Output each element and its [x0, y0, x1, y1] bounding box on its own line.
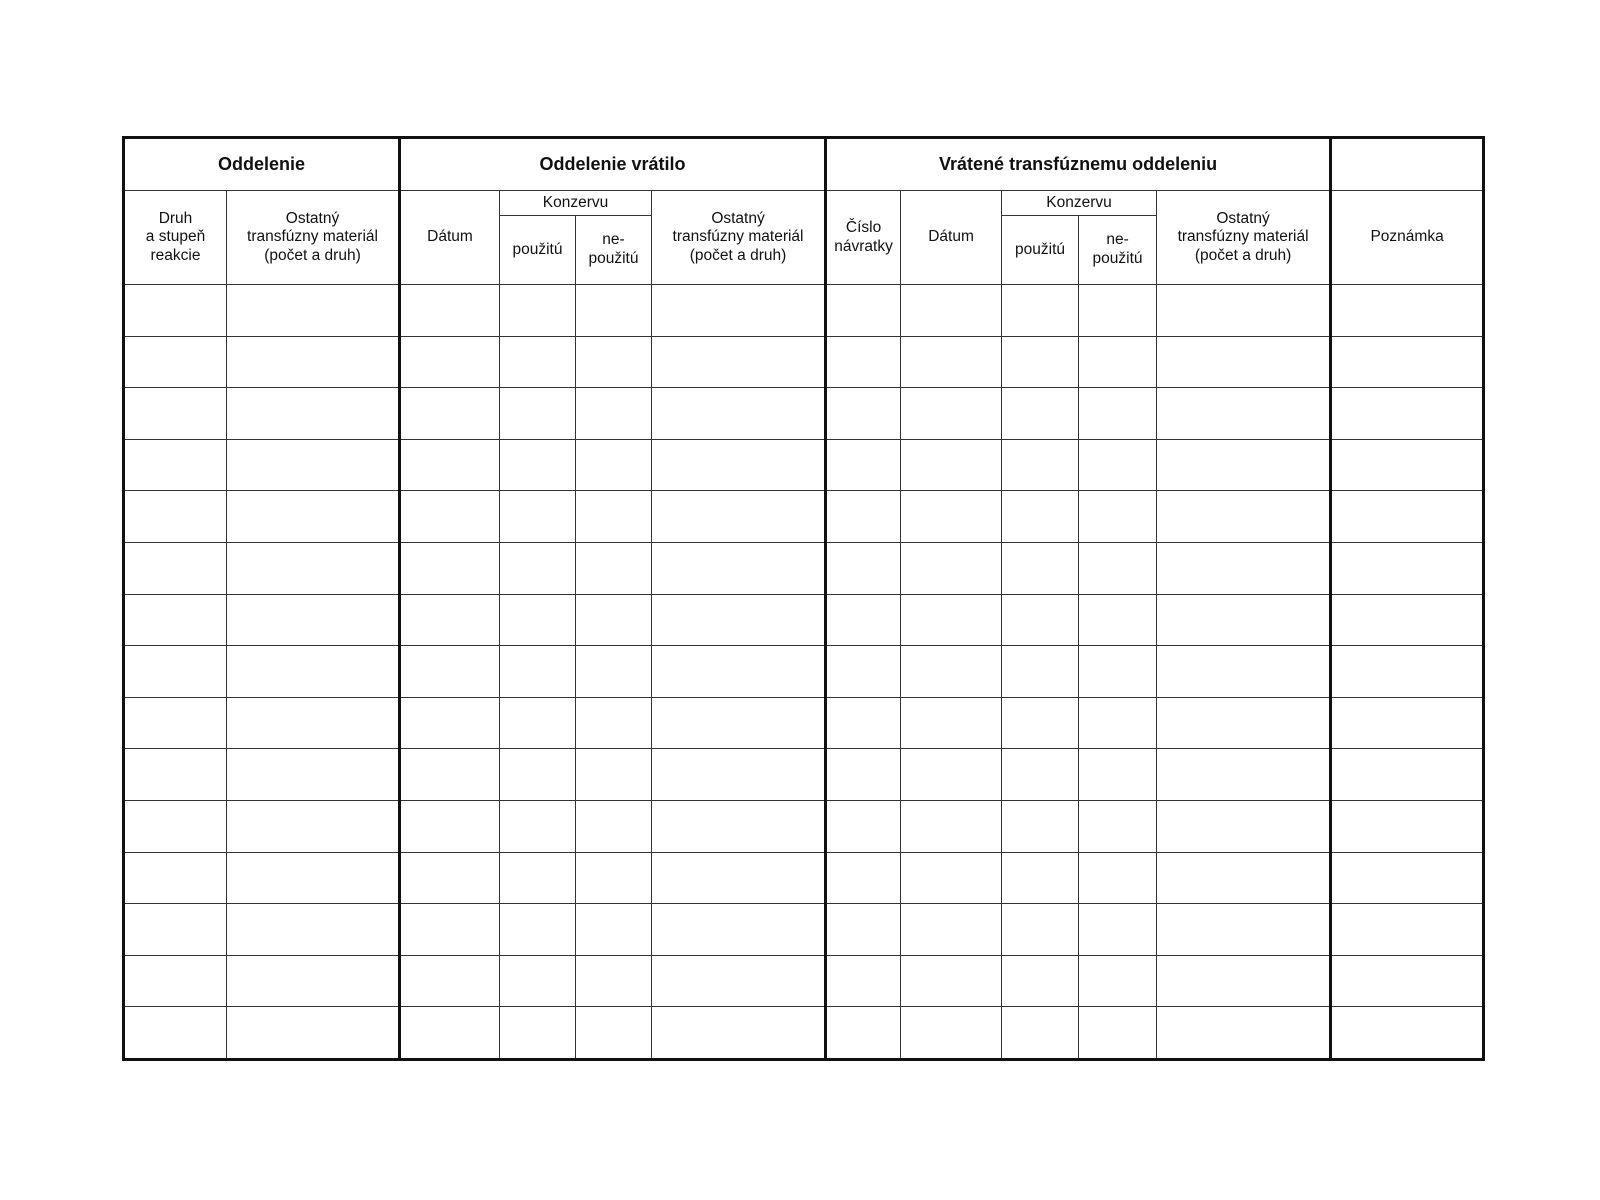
form-cell[interactable]	[227, 749, 400, 801]
section-vratene: Vrátené transfúznemu oddeleniu	[826, 138, 1331, 191]
form-cell[interactable]	[826, 697, 901, 749]
form-cell[interactable]	[227, 336, 400, 388]
form-cell[interactable]	[652, 955, 826, 1007]
form-cell[interactable]	[576, 336, 652, 388]
form-cell[interactable]	[1157, 542, 1331, 594]
form-cell[interactable]	[1002, 904, 1079, 956]
form-row	[124, 285, 1484, 337]
form-cell[interactable]	[124, 852, 227, 904]
form-row	[124, 749, 1484, 801]
col-pouzitu-1: použitú	[500, 216, 576, 285]
form-cell[interactable]	[1002, 439, 1079, 491]
form-cell[interactable]	[500, 852, 576, 904]
form-cell[interactable]	[901, 336, 1002, 388]
form-cell[interactable]	[1002, 388, 1079, 440]
form-cell[interactable]	[1079, 646, 1157, 698]
form-cell[interactable]	[124, 491, 227, 543]
form-cell[interactable]	[1157, 646, 1331, 698]
form-cell[interactable]	[227, 388, 400, 440]
form-cell[interactable]	[1157, 336, 1331, 388]
form-cell[interactable]	[901, 646, 1002, 698]
form-cell[interactable]	[1331, 749, 1484, 801]
form-cell[interactable]	[227, 904, 400, 956]
form-cell[interactable]	[652, 285, 826, 337]
form-cell[interactable]	[1079, 852, 1157, 904]
form-cell[interactable]	[576, 697, 652, 749]
form-cell[interactable]	[500, 800, 576, 852]
form-cell[interactable]	[826, 646, 901, 698]
form-cell[interactable]	[826, 285, 901, 337]
form-row	[124, 697, 1484, 749]
form-cell[interactable]	[1079, 439, 1157, 491]
form-cell[interactable]	[652, 904, 826, 956]
form-cell[interactable]	[1079, 336, 1157, 388]
form-cell[interactable]	[576, 852, 652, 904]
form-cell[interactable]	[227, 800, 400, 852]
form-cell[interactable]	[826, 904, 901, 956]
column-header-row-1	[124, 191, 1484, 216]
form-cell[interactable]	[227, 697, 400, 749]
form-cell[interactable]	[1002, 646, 1079, 698]
form-cell[interactable]	[1157, 491, 1331, 543]
section-header-row	[124, 138, 1484, 191]
col-pouzitu-2: použitú	[1002, 216, 1079, 285]
form-cell[interactable]	[652, 646, 826, 698]
form-cell[interactable]	[1157, 955, 1331, 1007]
form-cell[interactable]	[901, 439, 1002, 491]
form-cell[interactable]	[652, 697, 826, 749]
form-cell[interactable]	[1079, 542, 1157, 594]
form-cell[interactable]	[1331, 542, 1484, 594]
form-cell[interactable]	[1331, 646, 1484, 698]
form-cell[interactable]	[400, 491, 500, 543]
form-cell[interactable]	[400, 904, 500, 956]
form-cell[interactable]	[1331, 904, 1484, 956]
col-ostatny-material-2: Ostatný transfúzny materiál (počet a druh)	[652, 191, 826, 285]
form-cell[interactable]	[400, 749, 500, 801]
form-cell[interactable]	[227, 1007, 400, 1060]
form-cell[interactable]	[1002, 491, 1079, 543]
form-cell[interactable]	[1157, 388, 1331, 440]
form-cell[interactable]	[826, 852, 901, 904]
form-cell[interactable]	[652, 336, 826, 388]
form-cell[interactable]	[1002, 852, 1079, 904]
form-cell[interactable]	[124, 542, 227, 594]
form-cell[interactable]	[1079, 594, 1157, 646]
form-cell[interactable]	[901, 1007, 1002, 1060]
form-cell[interactable]	[576, 388, 652, 440]
form-cell[interactable]	[1079, 800, 1157, 852]
form-cell[interactable]	[227, 594, 400, 646]
form-row	[124, 852, 1484, 904]
form-cell[interactable]	[1157, 285, 1331, 337]
form-cell[interactable]	[500, 388, 576, 440]
form-cell[interactable]	[400, 646, 500, 698]
transfusion-return-form-table	[122, 136, 1485, 1061]
form-cell[interactable]	[124, 904, 227, 956]
form-cell[interactable]	[652, 388, 826, 440]
form-cell[interactable]	[124, 594, 227, 646]
form-cell[interactable]	[500, 594, 576, 646]
form-cell[interactable]	[124, 697, 227, 749]
form-cell[interactable]	[400, 955, 500, 1007]
form-cell[interactable]	[1331, 491, 1484, 543]
form-cell[interactable]	[1157, 697, 1331, 749]
form-cell[interactable]	[901, 852, 1002, 904]
form-cell[interactable]	[1331, 285, 1484, 337]
form-cell[interactable]	[1157, 852, 1331, 904]
form-cell[interactable]	[901, 955, 1002, 1007]
form-cell[interactable]	[826, 1007, 901, 1060]
form-cell[interactable]	[400, 285, 500, 337]
form-cell[interactable]	[576, 749, 652, 801]
form-cell[interactable]	[1157, 904, 1331, 956]
form-row	[124, 594, 1484, 646]
form-cell[interactable]	[227, 285, 400, 337]
section-oddelenie-vratilo: Oddelenie vrátilo	[400, 138, 826, 191]
form-cell[interactable]	[1331, 852, 1484, 904]
form-cell[interactable]	[400, 594, 500, 646]
form-cell[interactable]	[1079, 697, 1157, 749]
form-cell[interactable]	[124, 749, 227, 801]
form-cell[interactable]	[227, 646, 400, 698]
form-cell[interactable]	[1157, 439, 1331, 491]
form-cell[interactable]	[400, 800, 500, 852]
form-row	[124, 336, 1484, 388]
form-cell[interactable]	[1079, 955, 1157, 1007]
form-cell[interactable]	[1079, 749, 1157, 801]
form-cell[interactable]	[576, 1007, 652, 1060]
form-cell[interactable]	[901, 749, 1002, 801]
form-cell[interactable]	[576, 594, 652, 646]
form-row	[124, 800, 1484, 852]
form-cell[interactable]	[652, 749, 826, 801]
col-konzervu-2: Konzervu	[1002, 191, 1157, 216]
form-cell[interactable]	[1079, 904, 1157, 956]
form-cell[interactable]	[1331, 336, 1484, 388]
form-cell[interactable]	[576, 439, 652, 491]
form-body	[124, 285, 1484, 1060]
form-cell[interactable]	[901, 904, 1002, 956]
col-datum-2: Dátum	[901, 191, 1002, 285]
form-cell[interactable]	[901, 542, 1002, 594]
form-cell[interactable]	[124, 1007, 227, 1060]
form-row	[124, 1007, 1484, 1060]
form-cell[interactable]	[1331, 697, 1484, 749]
form-cell[interactable]	[1002, 594, 1079, 646]
form-row	[124, 542, 1484, 594]
form-cell[interactable]	[124, 336, 227, 388]
form-cell[interactable]	[500, 955, 576, 1007]
form-cell[interactable]	[500, 749, 576, 801]
section-blank	[1331, 138, 1484, 191]
form-cell[interactable]	[1331, 800, 1484, 852]
form-row	[124, 439, 1484, 491]
form-cell[interactable]	[652, 542, 826, 594]
form-cell[interactable]	[400, 336, 500, 388]
form-row	[124, 388, 1484, 440]
form-cell[interactable]	[901, 388, 1002, 440]
form-row	[124, 646, 1484, 698]
form-row	[124, 904, 1484, 956]
form-cell[interactable]	[652, 1007, 826, 1060]
form-cell[interactable]	[400, 1007, 500, 1060]
form-cell[interactable]	[576, 491, 652, 543]
form-cell[interactable]	[1079, 1007, 1157, 1060]
form-cell[interactable]	[400, 542, 500, 594]
form-cell[interactable]	[1002, 336, 1079, 388]
col-ostatny-material-1: Ostatný transfúzny materiál (počet a druh)	[227, 191, 400, 285]
form-cell[interactable]	[826, 749, 901, 801]
form-cell[interactable]	[500, 1007, 576, 1060]
form-cell[interactable]	[227, 491, 400, 543]
col-ostatny-material-3: Ostatný transfúzny materiál (počet a druh)	[1157, 191, 1331, 285]
form-cell[interactable]	[124, 646, 227, 698]
form-cell[interactable]	[500, 285, 576, 337]
form-cell[interactable]	[652, 800, 826, 852]
form-cell[interactable]	[124, 439, 227, 491]
form-cell[interactable]	[826, 336, 901, 388]
form-cell[interactable]	[826, 542, 901, 594]
form-cell[interactable]	[500, 646, 576, 698]
col-poznamka: Poznámka	[1331, 191, 1484, 285]
form-cell[interactable]	[1331, 955, 1484, 1007]
form-cell[interactable]	[1157, 800, 1331, 852]
form-cell[interactable]	[576, 285, 652, 337]
form-cell[interactable]	[124, 955, 227, 1007]
form-row	[124, 491, 1484, 543]
col-konzervu-1: Konzervu	[500, 191, 652, 216]
form-cell[interactable]	[227, 955, 400, 1007]
form-cell[interactable]	[1157, 749, 1331, 801]
form-cell[interactable]	[901, 594, 1002, 646]
form-cell[interactable]	[652, 491, 826, 543]
form-cell[interactable]	[576, 542, 652, 594]
form-cell[interactable]	[826, 388, 901, 440]
form-cell[interactable]	[901, 800, 1002, 852]
form-cell[interactable]	[500, 491, 576, 543]
form-cell[interactable]	[1331, 1007, 1484, 1060]
col-datum-1: Dátum	[400, 191, 500, 285]
form-cell[interactable]	[400, 388, 500, 440]
form-cell[interactable]	[227, 439, 400, 491]
form-cell[interactable]	[1002, 955, 1079, 1007]
form-cell[interactable]	[124, 800, 227, 852]
form-cell[interactable]	[652, 594, 826, 646]
form-cell[interactable]	[652, 439, 826, 491]
form-cell[interactable]	[1002, 800, 1079, 852]
form-cell[interactable]	[1157, 594, 1331, 646]
form-cell[interactable]	[400, 852, 500, 904]
form-cell[interactable]	[826, 800, 901, 852]
form-cell[interactable]	[826, 955, 901, 1007]
form-cell[interactable]	[400, 697, 500, 749]
form-cell[interactable]	[901, 697, 1002, 749]
form-cell[interactable]	[500, 439, 576, 491]
form-cell[interactable]	[576, 955, 652, 1007]
form-cell[interactable]	[1079, 388, 1157, 440]
col-nepouzitu-2: ne- použitú	[1079, 216, 1157, 285]
form-cell[interactable]	[1002, 542, 1079, 594]
form-cell[interactable]	[500, 904, 576, 956]
form-cell[interactable]	[1331, 594, 1484, 646]
form-cell[interactable]	[1331, 388, 1484, 440]
form-cell[interactable]	[826, 594, 901, 646]
form-cell[interactable]	[576, 646, 652, 698]
form-cell[interactable]	[500, 542, 576, 594]
form-cell[interactable]	[1002, 697, 1079, 749]
col-nepouzitu-1: ne- použitú	[576, 216, 652, 285]
col-cislo-navratky: Číslo návratky	[826, 191, 901, 285]
form-cell[interactable]	[124, 285, 227, 337]
form-cell[interactable]	[1079, 285, 1157, 337]
form-cell[interactable]	[400, 439, 500, 491]
form-cell[interactable]	[576, 904, 652, 956]
form-cell[interactable]	[227, 542, 400, 594]
section-oddelenie: Oddelenie	[124, 138, 400, 191]
form-cell[interactable]	[652, 852, 826, 904]
form-cell[interactable]	[1157, 1007, 1331, 1060]
form-cell[interactable]	[1002, 749, 1079, 801]
form-cell[interactable]	[1002, 1007, 1079, 1060]
col-druh-reakcie: Druh a stupeň reakcie	[124, 191, 227, 285]
form-cell[interactable]	[227, 852, 400, 904]
form-cell[interactable]	[500, 697, 576, 749]
form-cell[interactable]	[500, 336, 576, 388]
form-cell[interactable]	[124, 388, 227, 440]
form-cell[interactable]	[901, 285, 1002, 337]
form-cell[interactable]	[1002, 285, 1079, 337]
form-row	[124, 955, 1484, 1007]
form-cell[interactable]	[826, 491, 901, 543]
form-cell[interactable]	[576, 800, 652, 852]
form-cell[interactable]	[826, 439, 901, 491]
form-cell[interactable]	[1079, 491, 1157, 543]
form-cell[interactable]	[1331, 439, 1484, 491]
form-cell[interactable]	[901, 491, 1002, 543]
